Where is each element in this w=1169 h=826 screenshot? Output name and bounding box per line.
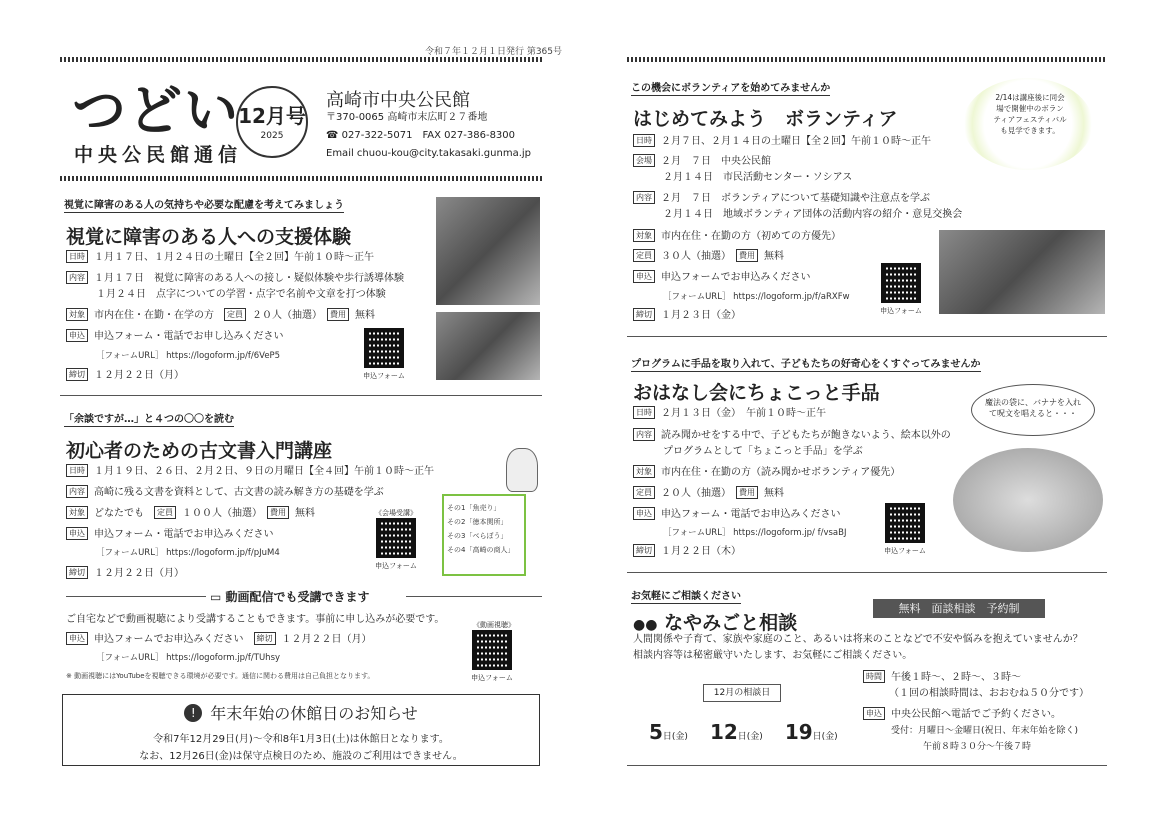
- consult-title-row: ●● なやみごと相談: [633, 612, 798, 634]
- video-desc: ご自宅などで動画視聴により受講することもできます。事前に申し込みが必要です。: [66, 614, 445, 625]
- qr-caption: 《会場受講》: [375, 509, 417, 517]
- volunteer-venue-row2: ２月１４日 市民活動センター・ソシアス: [663, 172, 853, 183]
- consult-apply-row: 申込 中央公民館へ電話でご予約ください。: [863, 707, 1061, 723]
- ohanashi-title: おはなし会にちょこっと手品: [633, 382, 880, 404]
- qr-label: 申込フォーム: [363, 372, 405, 380]
- visual-deadline-row: 締切 １２月２２日（月）: [66, 368, 184, 384]
- consult-desc2: 相談内容等は秘密厳守いたします、お気軽にご相談ください。: [633, 650, 913, 661]
- consult-hours1: 受付：月曜日～金曜日(祝日、年末年始を除く): [891, 726, 1079, 736]
- ohanashi-target-row: 対象 市内在住・在勤の方（読み聞かせボランティア優先）: [633, 465, 900, 481]
- exclamation-icon: !: [184, 704, 202, 722]
- month-badge: [236, 86, 308, 158]
- volunteer-content-row2: ２月１４日 地域ボランティア団体の活動内容の紹介・意見交換会: [663, 209, 963, 220]
- newsletter-logo: つどい: [72, 79, 240, 142]
- visual-apply-row: 申込 申込フォーム・電話でお申し込みください: [66, 329, 284, 345]
- people-icon: ●●: [633, 617, 658, 633]
- closure-line1: 令和7年12月29日(月)～令和8年1月3日(土)は休館日となります。: [153, 734, 449, 745]
- email[interactable]: Email chuou-kou@city.takasaki.gunma.jp: [326, 148, 531, 159]
- visual-url[interactable]: ［フォームURL］ https://logoform.jp/f/6VeP5: [96, 351, 281, 361]
- komonjo-target-row: 対象 どなたでも 定員 １００人（抽選） 費用 無料: [66, 506, 315, 522]
- divider: [627, 336, 1107, 337]
- qr-code[interactable]: [364, 328, 404, 368]
- ohanashi-kicker: プログラムに手品を取り入れて、子どもたちの好奇心をくすぐってみませんか: [631, 355, 981, 372]
- video-note: ※ 動画視聴にはYouTubeを視聴できる環境が必要です。通信に関わる費用は自己負担となります。: [66, 672, 375, 680]
- visual-date-row: 日時 １月１７日、１月２４日の土曜日【全２回】午前１０時～正午: [66, 250, 374, 266]
- photo-volunteer-meeting: [939, 230, 1105, 314]
- komonjo-apply-row: 申込 申込フォーム・電話でお申込みください: [66, 527, 274, 543]
- consult-time-note: （１回の相談時間は、おおむね５０分です）: [889, 688, 1089, 699]
- volunteer-venue-row: 会場 ２月 ７日 中央公民館: [633, 154, 771, 170]
- komonjo-url[interactable]: ［フォームURL］ https://logoform.jp/f/pJuM4: [96, 548, 280, 558]
- ohanashi-deadline-row: 締切 １月２２日（木）: [633, 544, 741, 560]
- right-page: [627, 0, 1107, 826]
- visual-kicker: 視覚に障害のある人の気持ちや必要な配慮を考えてみましょう: [64, 196, 344, 213]
- ohanashi-cap-row: 定員 ２０人（抽選） 費用 無料: [633, 486, 784, 502]
- qr-code[interactable]: [885, 503, 925, 543]
- qr-caption: 《動画視聴》: [473, 621, 515, 629]
- visual-content-row2: １月２４日 点字についての学習・点字で名前や文章を打つ体験: [96, 289, 386, 300]
- closure-line2: なお、12月26日(金)は保守点検日のため、施設のご利用はできません。: [139, 751, 463, 762]
- volunteer-target-row: 対象 市内在住・在勤の方（初めての方優先）: [633, 229, 841, 245]
- qr-label: 申込フォーム: [884, 547, 926, 555]
- consult-dates: 5日(金) 12日(金) 19日(金): [649, 720, 838, 744]
- volunteer-url[interactable]: ［フォームURL］ https://logoform.jp/f/aRXFw: [663, 292, 850, 302]
- closure-notice: [62, 694, 540, 766]
- newsletter-sublogo: 中央公民館通信: [74, 144, 243, 166]
- qr-code[interactable]: [881, 263, 921, 303]
- qr-label: 申込フォーム: [880, 307, 922, 315]
- divider: [627, 765, 1107, 766]
- ohanashi-content-row2: プログラムとして「ちょこっと手品」を学ぶ: [663, 446, 863, 457]
- komonjo-title: 初心者のための古文書入門講座: [66, 440, 333, 462]
- year: 2025: [260, 131, 284, 141]
- org-name: 高崎市中央公民館: [326, 90, 470, 111]
- photo-magic-bag: [953, 448, 1103, 552]
- magic-bubble: 魔法の袋に、バナナを入れて呪文を唱えると・・・: [971, 384, 1095, 436]
- video-heading: ▭ 動画配信でも受講できます: [210, 590, 370, 604]
- monitor-icon: ▭: [210, 590, 226, 604]
- topics-flag: その1「魚売り」 その2「徳本関所」 その3「べらぼう」 その4「高崎の商人」: [442, 494, 526, 576]
- festival-note: 2/14は講座後に同会場で開催中のボランティアフェスティバルも見学できます。: [963, 78, 1093, 170]
- divider: [627, 572, 1107, 573]
- consult-desc1: 人間関係や子育て、家族や家庭のこと、あるいは将来のことなどで不安や悩みを抱えていませんか？: [633, 634, 1083, 645]
- video-apply-row: 申込 申込フォームでお申込みください 締切 １２月２２日（月）: [66, 632, 372, 648]
- month: 12月号: [238, 104, 306, 128]
- qr-label: 申込フォーム: [375, 562, 417, 570]
- consult-kicker: お気軽にご相談ください: [631, 587, 741, 604]
- ohanashi-apply-row: 申込 申込フォーム・電話でお申込みください: [633, 507, 841, 523]
- photo-guide-walk: [436, 197, 540, 305]
- volunteer-apply-row: 申込 申込フォームでお申込みください: [633, 270, 811, 286]
- consult-dates-label: 12月の相談日: [703, 684, 781, 702]
- divider: [60, 57, 542, 62]
- volunteer-title: はじめてみよう ボランティア: [633, 108, 898, 130]
- closure-title-row: [63, 701, 539, 724]
- video-url[interactable]: ［フォームURL］ https://logoform.jp/f/TUhsy: [96, 653, 281, 663]
- consult-badge: 無料 面談相談 予約制: [873, 599, 1045, 618]
- qr-label: 申込フォーム: [471, 674, 513, 682]
- komonjo-content-row: 内容 高崎に残る文書を資料として、古文書の読み解き方の基礎を学ぶ: [66, 485, 384, 501]
- closure-title: 年末年始の休館日のお知らせ: [210, 704, 418, 723]
- qr-code[interactable]: [376, 518, 416, 558]
- divider: [627, 57, 1107, 62]
- address: 〒370-0065 高崎市末広町２７番地: [326, 112, 488, 123]
- consult-time-row: 時間 午後１時～、２時～、３時～: [863, 670, 1021, 686]
- komonjo-date-row: 日時 １月１９日、２６日、２月２日、９日の月曜日【全４回】午前１０時～正午: [66, 464, 434, 480]
- divider: [60, 176, 542, 181]
- visual-content-row: 内容 １月１７日 視覚に障害のある人への接し・疑似体験や歩行誘導体験: [66, 271, 404, 287]
- volunteer-deadline-row: 締切 １月２３日（金）: [633, 308, 741, 324]
- maneki-neko-illustration: [506, 448, 538, 492]
- komonjo-kicker: 「余談ですが…」と４つの〇〇を読む: [64, 410, 234, 427]
- photo-braille: [436, 312, 540, 380]
- volunteer-kicker: この機会にボランティアを始めてみませんか: [631, 79, 830, 96]
- tel-fax: ☎ 027-322-5071 FAX 027-386-8300: [326, 130, 516, 141]
- left-page: [60, 0, 562, 826]
- consult-hours2: 午前８時３０分～午後７時: [923, 742, 1032, 752]
- volunteer-cap-row: 定員 ３０人（抽選） 費用 無料: [633, 249, 784, 265]
- visual-title: 視覚に障害のある人への支援体験: [66, 226, 352, 248]
- divider: [66, 596, 206, 597]
- ohanashi-url[interactable]: ［フォームURL］ https://logoform.jp/ f/vsaBJ: [663, 528, 847, 538]
- divider: [406, 596, 542, 597]
- divider: [60, 395, 542, 396]
- ohanashi-date-row: 日時 ２月１３日（金） 午前１０時～正午: [633, 406, 826, 422]
- volunteer-content-row: 内容 ２月 ７日 ボランティアについて基礎知識や注意点を学ぶ: [633, 191, 930, 207]
- ohanashi-content-row: 内容 読み聞かせをする中で、子どもたちが飽きないよう、絵本以外の: [633, 428, 951, 444]
- qr-code[interactable]: [472, 630, 512, 670]
- volunteer-date-row: 日時 ２月７日、２月１４日の土曜日【全２回】午前１０時～正午: [633, 134, 931, 150]
- visual-target-row: 対象 市内在住・在勤・在学の方 定員 ２０人（抽選） 費用 無料: [66, 308, 375, 324]
- komonjo-deadline-row: 締切 １２月２２日（月）: [66, 566, 184, 582]
- issue-line: 令和７年１２月１日発行 第365号: [424, 47, 562, 57]
